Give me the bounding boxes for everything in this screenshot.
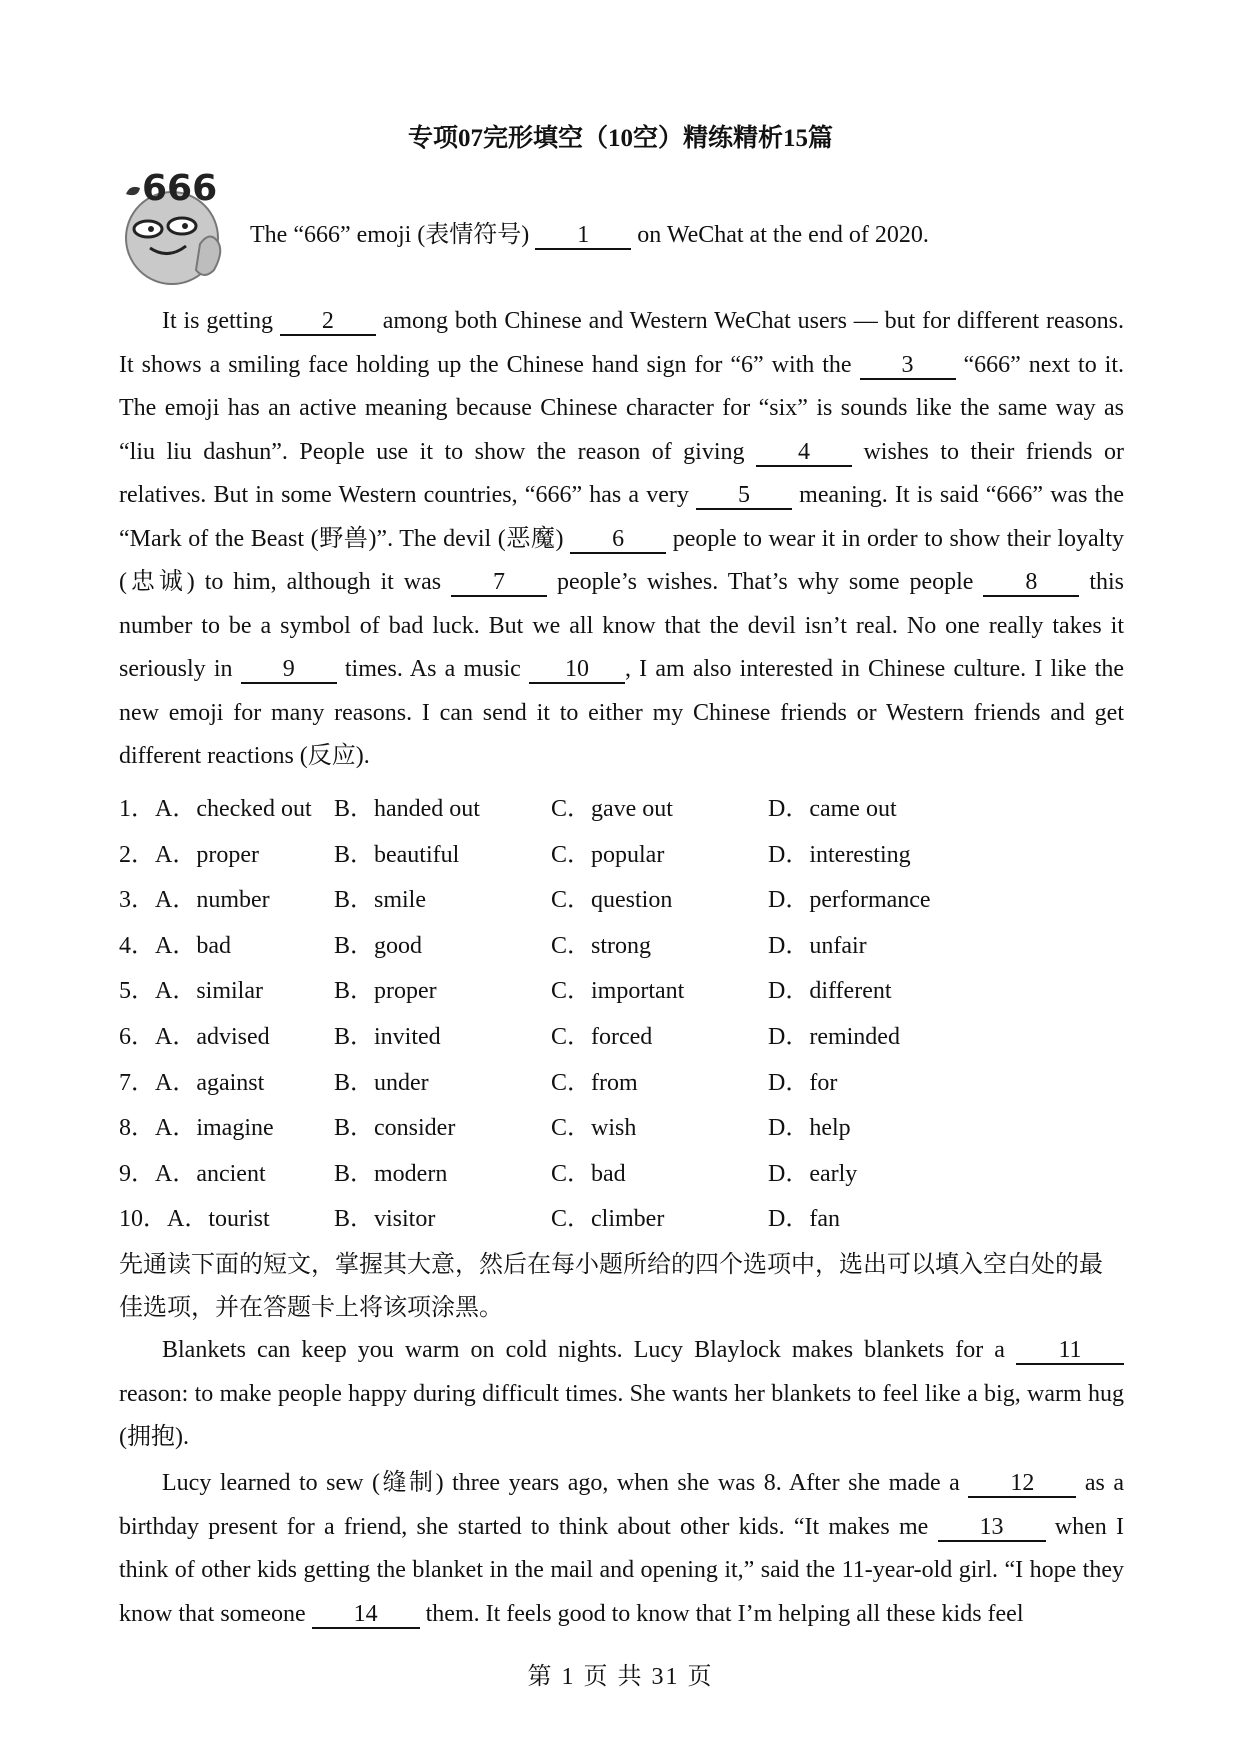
blank-8[interactable]: 8 xyxy=(983,569,1079,597)
option-b[interactable]: B．under xyxy=(334,1069,429,1096)
page-footer: 第 1 页 共 31 页 xyxy=(527,1664,714,1690)
option-c[interactable]: C．climber xyxy=(551,1206,665,1233)
blank-14[interactable]: 14 xyxy=(312,1601,420,1629)
passage1-body: It is getting 2 among both Chinese and Western WeChat users — but for different reasons. It shows a smiling face holding up the Chinese hand sign for “6” with the 3 “666” next to it. The emoji has an active meaning because Chinese character for “six” is sounds like the same way as “liu liu dashun”. People use it to show the reason of giving 4 wishes to their friends or relatives. But in some Western countries, “666” has a very 5 meaning. It is said “666” was the “Mark of the Beast (野兽)”. The devil (恶魔) 6 people to wear it in order to show their loyalty (忠诚) to him, although it was 7 people’s wishes. That’s why some people 8 this number to be a symbol of bad luck. But we all know that the devil isn’t real. No one really takes it seriously in 9 times. As a music 10 , I am also interested in Chinese culture. I like the new emoji for many reasons. I can send it to either my Chinese friends or Western friends and get different reactions (反应). xyxy=(119,308,1125,769)
option-b[interactable]: B．invited xyxy=(334,1023,441,1050)
option-a[interactable]: 7．A．against xyxy=(119,1069,265,1096)
option-a[interactable]: 10．A．tourist xyxy=(119,1206,270,1233)
option-b[interactable]: B．modern xyxy=(334,1160,448,1187)
option-c[interactable]: C．wish xyxy=(551,1115,637,1142)
option-d[interactable]: D．different xyxy=(768,978,892,1005)
option-a[interactable]: 5．A．similar xyxy=(119,978,263,1005)
passage2-paragraph-1: Blankets can keep you warm on cold nights. Lucy Blaylock makes blankets for a 11 reason: to make people happy during difficult times. She wants her blankets to feel like a big, warm hug (拥抱). xyxy=(119,1337,1124,1450)
blank-1[interactable]: 1 xyxy=(535,222,631,250)
option-d[interactable]: D．early xyxy=(768,1160,858,1187)
option-d[interactable]: D．interesting xyxy=(768,841,911,868)
option-a[interactable]: 2．A．proper xyxy=(119,841,259,868)
instructions: 先通读下面的短文，掌握其大意，然后在每小题所给的四个选项中，选出可以填入空白处的最佳选项，并在答题卡上将该项涂黑。 xyxy=(119,1250,1103,1321)
option-a[interactable]: 9．A．ancient xyxy=(119,1160,266,1187)
blank-10[interactable]: 10 xyxy=(529,656,625,684)
option-d[interactable]: D．came out xyxy=(768,796,897,822)
blank-9[interactable]: 9 xyxy=(241,656,337,684)
option-c[interactable]: C．strong xyxy=(551,932,652,959)
option-b[interactable]: B．good xyxy=(334,932,423,959)
option-b[interactable]: B．smile xyxy=(334,887,427,914)
666-emoji-image xyxy=(120,166,248,288)
blank-3[interactable]: 3 xyxy=(860,352,956,380)
blank-5[interactable]: 5 xyxy=(696,482,792,510)
option-a[interactable]: 1．A．checked out xyxy=(119,796,312,822)
blank-4[interactable]: 4 xyxy=(756,439,852,467)
option-b[interactable]: B．consider xyxy=(334,1115,456,1142)
option-d[interactable]: D．fan xyxy=(768,1206,840,1233)
option-d[interactable]: D．unfair xyxy=(768,932,867,959)
blank-12[interactable]: 12 xyxy=(968,1470,1076,1498)
option-a[interactable]: 4．A．bad xyxy=(119,932,231,959)
option-c[interactable]: C．from xyxy=(551,1069,638,1096)
blank-13[interactable]: 13 xyxy=(938,1514,1046,1542)
blank-6[interactable]: 6 xyxy=(570,526,666,554)
option-a[interactable]: 6．A．advised xyxy=(119,1023,270,1050)
blank-7[interactable]: 7 xyxy=(451,569,547,597)
option-b[interactable]: B．visitor xyxy=(334,1206,436,1233)
passage1-intro: The “666” emoji (表情符号) 1 on WeChat at the end of 2020. xyxy=(250,222,929,248)
option-c[interactable]: C．gave out xyxy=(551,796,673,822)
option-b[interactable]: B．handed out xyxy=(334,796,480,822)
option-c[interactable]: C．forced xyxy=(551,1023,653,1050)
option-d[interactable]: D．help xyxy=(768,1115,851,1142)
option-c[interactable]: C．question xyxy=(551,887,673,914)
option-a[interactable]: 8．A．imagine xyxy=(119,1115,274,1142)
option-b[interactable]: B．beautiful xyxy=(334,841,460,868)
page-title: 专项07完形填空（10空）精练精析15篇 xyxy=(407,125,833,152)
option-c[interactable]: C．important xyxy=(551,978,685,1005)
emoji-666-label: 666 xyxy=(142,168,218,209)
option-d[interactable]: D．for xyxy=(768,1069,838,1096)
option-a[interactable]: 3．A．number xyxy=(119,887,270,914)
option-b[interactable]: B．proper xyxy=(334,978,437,1005)
blank-2[interactable]: 2 xyxy=(280,308,376,336)
blank-11[interactable]: 11 xyxy=(1016,1337,1124,1365)
option-d[interactable]: D．performance xyxy=(768,887,931,914)
option-d[interactable]: D．reminded xyxy=(768,1023,900,1050)
passage2-paragraph-2: Lucy learned to sew (缝制) three years ago, when she was 8. After she made a 12 as a birthday present for a friend, she started to think about other kids. “It makes me 13 when I think of other kids getting the blanket in the mail and opening it,” said the 11-year-old girl. “I hope they know that someone 14 them. It feels good to know that I’m helping all these kids feel xyxy=(119,1470,1125,1627)
option-c[interactable]: C．bad xyxy=(551,1160,626,1187)
option-c[interactable]: C．popular xyxy=(551,841,665,868)
